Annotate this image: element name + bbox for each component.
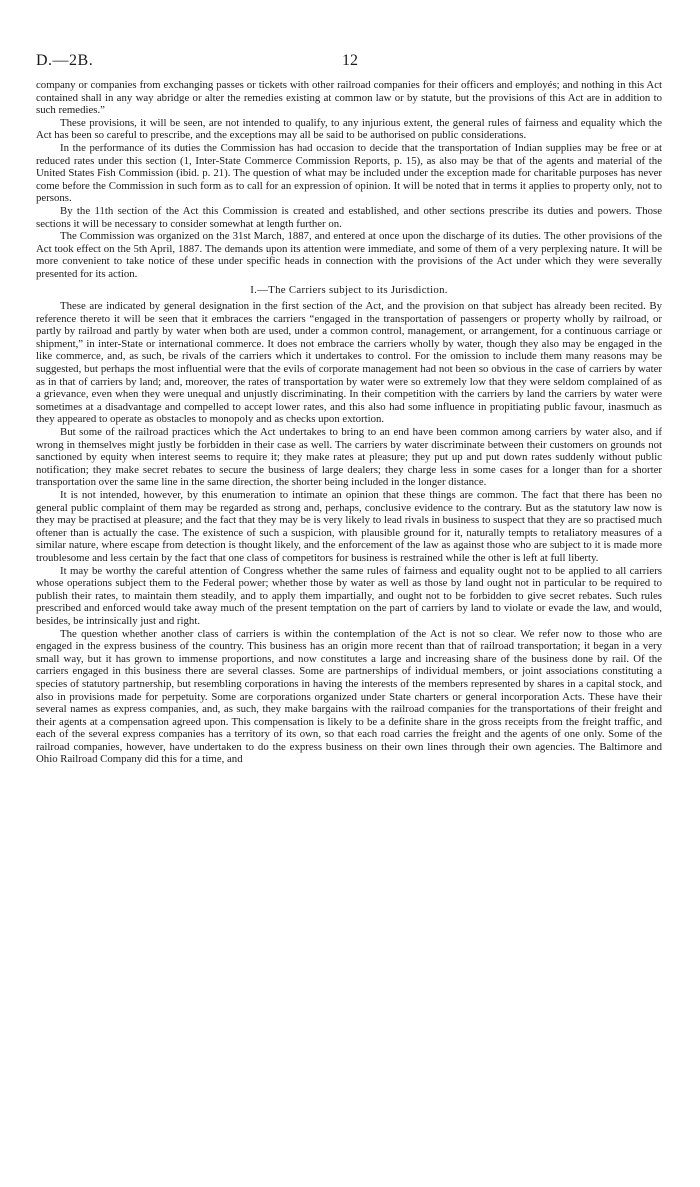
paragraph: But some of the railroad practices which the Act undertakes to bring to an end have been common among carriers by water also, and if wrong in themselves might justly be forbidden in their case as well. The carriers by water discriminate between their customers on grounds not sanctioned by equity when interest seems to require it; they make rates at pleasure; they put up and put down rates suddenly without public notification; they make secret rebates to secure the business of large dealers; they charge less in some cases for a longer than for a shorter transportation over the same line in the same direction, the shorter being included in the longer distance.	[36, 426, 662, 489]
paragraph: These are indicated by general designation in the first section of the Act, and the provision on that subject has already been recited. By reference thereto it will be seen that it embraces the carriers “engaged in the transportation of passengers or property wholly by railroad, or partly by railroad and partly by water when both are used, under a common control, management, or arrangement, for a continuous carriage or shipment,” in inter-State or international commerce. It does not embrace the carriers wholly by water, though they also may be engaged in the like commerce, and, as such, be rivals of the carriers which it undertakes to control. For the omission to include them many reasons may be suggested, but perhaps the most influential were that the evils of corporate management had not been so obvious in the case of carriers by water as in that of carriers by land; and, moreover, the rates of transportation by water were so extremely low that they were seldom complained of as a grievance, even when they were unequal and unjustly discriminating. In their competition with the carriers by land the carriers by water were sometimes at a disadvantage and compelled to accept lower rates, and this also had some influence in propitiating public favour, inasmuch as they appeared to operate as obstacles to monopoly and as checks upon extortion.	[36, 300, 662, 426]
page-number: 12	[342, 52, 358, 69]
paragraph: By the 11th section of the Act this Commission is created and established, and other sections prescribe its duties and powers. Those sections it will be necessary to consider somewhat at length further on.	[36, 204, 662, 230]
paragraph: The question whether another class of carriers is within the contemplation of the Act is not so clear. We refer now to those who are engaged in the express business of the country. This business has an origin more recent than that of railroad transportation; it began in a very small way, but it has grown to immense proportions, and now constitutes a large and increasing share of the business done by rail. Of the carriers engaged in this business there are several classes. Some are partnerships of individual members, or joint associations constituting a species of statutory partnership, but resembling corporations in having the interests of the members represented by shares in a capital stock, and also in provisions made for perpetuity. Some are corporations organized under State charters or general incorporation Acts. These have their several names as express companies, and, as such, they make bargains with the railroad companies for the transportations of their freight and their agents at a compensation agreed upon. This compensation is likely to be a definite share in the gross receipts from the freight traffic, and each of the several express companies has a territory of its own, so that each road carries the freight and the agents of one only. Some of the railroad companies, however, have undertaken to do the express business on their own lines through their own agencies. The Baltimore and Ohio Railroad Company did this for a time, and	[36, 627, 662, 766]
paragraph: The Commission was organized on the 31st March, 1887, and entered at once upon the discharge of its duties. The other provisions of the Act took effect on the 5th April, 1887. The demands upon its attention were immediate, and some of them of a very perplexing nature. It will be more convenient to take notice of these under specific heads in connection with the provisions of the Act under which they were severally presented for its action.	[36, 230, 662, 280]
paragraph: It may be worthy the careful attention of Congress whether the same rules of fairness and equality ought not to be applied to all carriers whose operations subject them to the Federal power; whether those by water as well as those by land ought not in particular to be required to publish their rates, to maintain them steadily, and to apply them impartially, and ought not to be forbidden to give secret rebates. Such rules prescribed and enforced would take away much of the present temptation on the part of carriers by land to violate or evade the law, and would, besides, be intrinsically just and right.	[36, 564, 662, 627]
paragraph-continuation: company or companies from exchanging passes or tickets with other railroad companies for their officers and employés; and nothing in this Act contained shall in any way abridge or alter the remedies existing at common law or by statute, but the provisions of this Act are in addition to such remedies.”	[36, 79, 662, 117]
document-reference: D.—2B.	[36, 52, 94, 69]
body-text	[36, 79, 662, 766]
section-heading: I.—The Carriers subject to its Jurisdiction.	[250, 283, 448, 296]
paragraph: These provisions, it will be seen, are not intended to qualify, to any injurious extent, the general rules of fairness and equality which the Act has been so careful to prescribe, and the exceptions may all be said to be authorised on public considerations.	[36, 116, 662, 142]
page-header	[36, 52, 664, 74]
paragraph: It is not intended, however, by this enumeration to intimate an opinion that these things are common. The fact that there has been no general public complaint of them may be regarded as strong and, perhaps, conclusive evidence to the contrary. But as the statutory law now is they may be practised at pleasure; and the fact that they may be is very likely to lead rivals in business to suspect that they are so practised much oftener than is actually the case. The existence of such a suspicion, with plausible ground for it, naturally tempts to retaliatory measures of a similar nature, where escape from detection is thought likely, and the enforcement of the law as against those who are subject to it is made more troublesome and less certain by the fact that one class of competitors for business is restrained while the other is left at full liberty.	[36, 489, 662, 564]
paragraph: In the performance of its duties the Commission has had occasion to decide that the transportation of Indian supplies may be free or at reduced rates under this section (1, Inter-State Commerce Commission Reports, p. 15), as also may be that of the agents and material of the United States Fish Commission (ibid. p. 21). The question of what may be included under the exception made for charitable purposes has never come before the Commission in such form as to call for an expression of opinion. It will be noted that in terms it applies to property only, not to persons.	[36, 141, 662, 205]
